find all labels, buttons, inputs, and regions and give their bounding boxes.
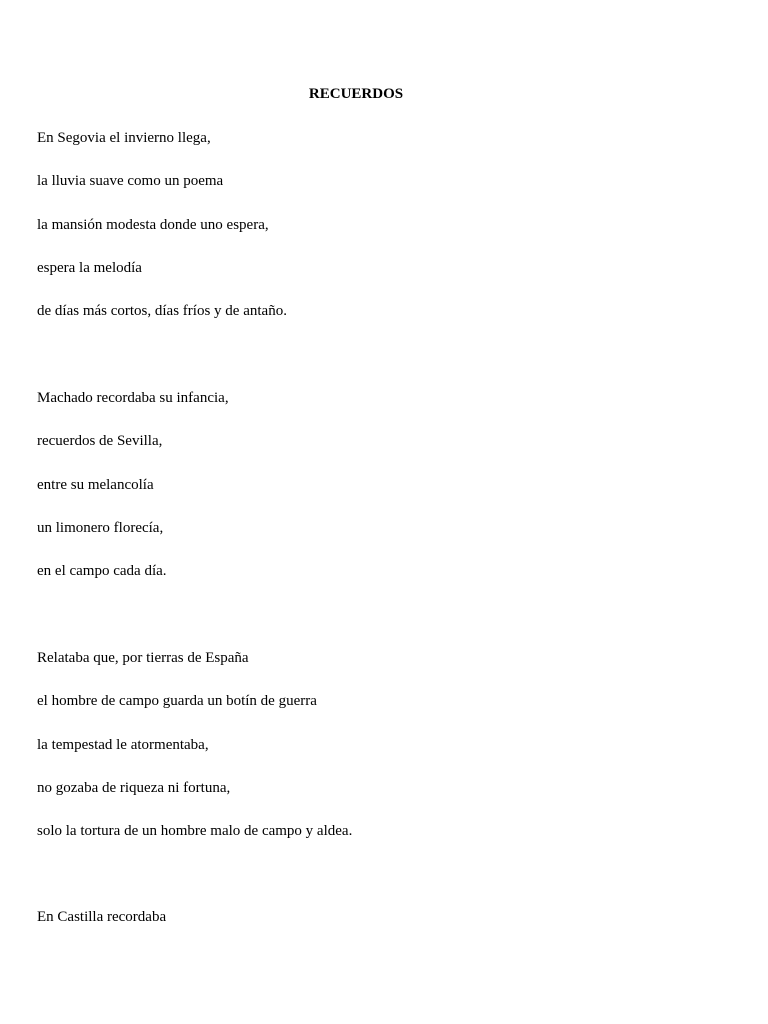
poem-line: solo la tortura de un hombre malo de campo y aldea. bbox=[37, 823, 353, 839]
poem-line: la tempestad le atormentaba, bbox=[37, 737, 209, 753]
poem-line: Relataba que, por tierras de España bbox=[37, 650, 249, 666]
poem-line: de días más cortos, días fríos y de antaño. bbox=[37, 303, 287, 319]
poem-line: En Castilla recordaba bbox=[37, 909, 167, 925]
poem-line: la mansión modesta donde uno espera, bbox=[37, 217, 269, 233]
poem-line: no gozaba de riqueza ni fortuna, bbox=[37, 780, 231, 796]
poem-line: entre su melancolía bbox=[37, 477, 154, 493]
poem-line: un limonero florecía, bbox=[37, 520, 164, 536]
poem-line: en el campo cada día. bbox=[37, 563, 167, 579]
poem-line: el hombre de campo guarda un botín de guerra bbox=[37, 693, 317, 709]
poem-line: Machado recordaba su infancia, bbox=[37, 390, 229, 406]
poem-line: espera la melodía bbox=[37, 260, 142, 276]
poem-line: En Segovia el invierno llega, bbox=[37, 130, 211, 146]
poem-line: la lluvia suave como un poema bbox=[37, 173, 224, 189]
poem-line: recuerdos de Sevilla, bbox=[37, 433, 163, 449]
poem-title: RECUERDOS bbox=[308, 86, 404, 102]
